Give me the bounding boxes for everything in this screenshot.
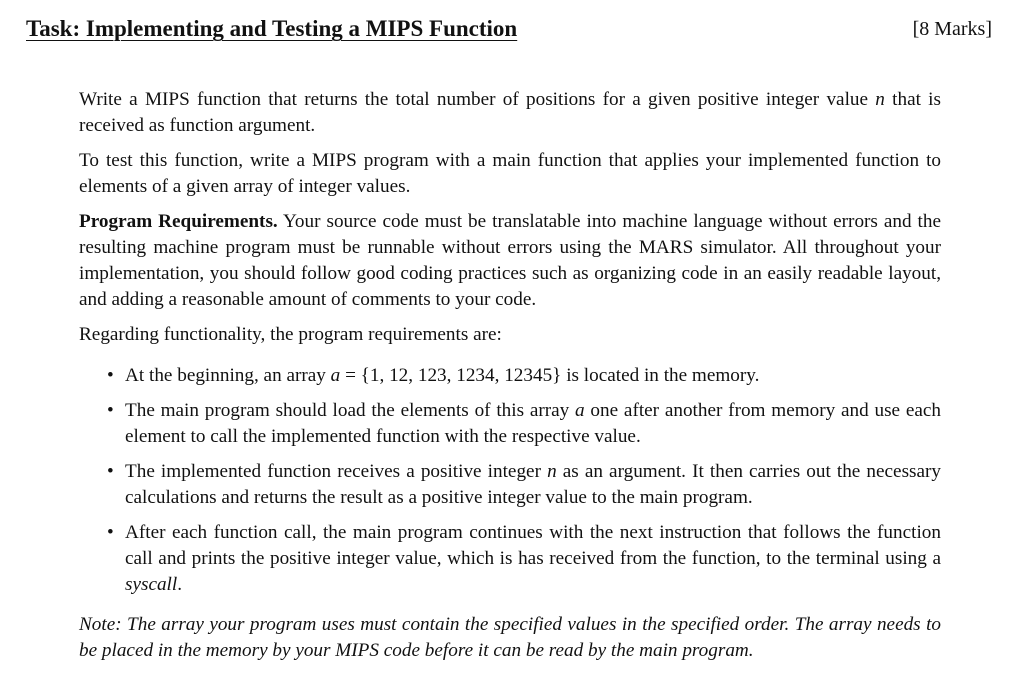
task-body <box>79 87 941 664</box>
bullet-marker: • <box>107 365 114 386</box>
list-item <box>107 363 941 389</box>
intro-var-n: n <box>875 89 885 110</box>
bullet-marker: • <box>107 522 114 543</box>
bullet-math: = {1, 12, 123, 1234, 12345} <box>340 365 562 386</box>
requirements-paragraph <box>79 209 941 313</box>
intro-text-after: that is received as function argument. <box>79 89 941 136</box>
bullet-text: is located in the memory. <box>561 365 760 386</box>
requirements-list <box>79 363 941 598</box>
bullet-var: a <box>330 365 341 386</box>
bullet-var: n <box>547 461 557 482</box>
bullet-var: a <box>575 400 585 421</box>
intro-text-before: Write a MIPS function that returns the total number of positions for a given positive integer value <box>79 89 876 110</box>
bullet-marker: • <box>107 400 114 421</box>
bullet-text: After each function call, the main program continues with the next instruction that follows the function call and prints the positive integer value, which is has received from the function, to the terminal using a <box>125 522 941 569</box>
requirements-heading: Program Requirements. <box>79 211 278 232</box>
marks-label: [8 Marks] <box>912 18 992 40</box>
functionality-paragraph: Regarding functionality, the program requirements are: <box>79 324 502 345</box>
bullet-emphasis: syscall <box>125 574 178 595</box>
bullet-text: as an argument. It then carries out the necessary calculations and returns the result as a positive integer value to the main program. <box>125 461 941 508</box>
bullet-marker: • <box>107 461 114 482</box>
list-item <box>107 398 941 450</box>
list-item <box>107 459 941 511</box>
list-item <box>107 520 941 598</box>
bullet-text: The implemented function receives a positive integer <box>125 461 548 482</box>
bullet-text: At the beginning, an array <box>125 365 331 386</box>
intro-paragraph <box>79 87 941 139</box>
test-paragraph: To test this function, write a MIPS program with a main function that applies your implemented function to elements of a given array of integer values. <box>79 150 941 197</box>
bullet-text: one after another from memory and use each element to call the implemented function with the respective value. <box>125 400 941 447</box>
bullet-text: The main program should load the elements of this array <box>125 400 576 421</box>
bullet-text: . <box>177 574 183 595</box>
task-title: Task: Implementing and Testing a MIPS Function <box>26 16 518 41</box>
requirements-text: Your source code must be translatable into machine language without errors and the resulting machine program must be runnable without errors using the MARS simulator. All throughout your implementation, you should follow good coding practices such as organizing code in an easily readable layout, and adding a reasonable amount of comments to your code. <box>79 211 942 310</box>
task-header <box>26 14 992 46</box>
note-paragraph: Note: The array your program uses must contain the specified values in the specified order. The array needs to be placed in the memory by your MIPS code before it can be read by the main program. <box>79 614 941 661</box>
